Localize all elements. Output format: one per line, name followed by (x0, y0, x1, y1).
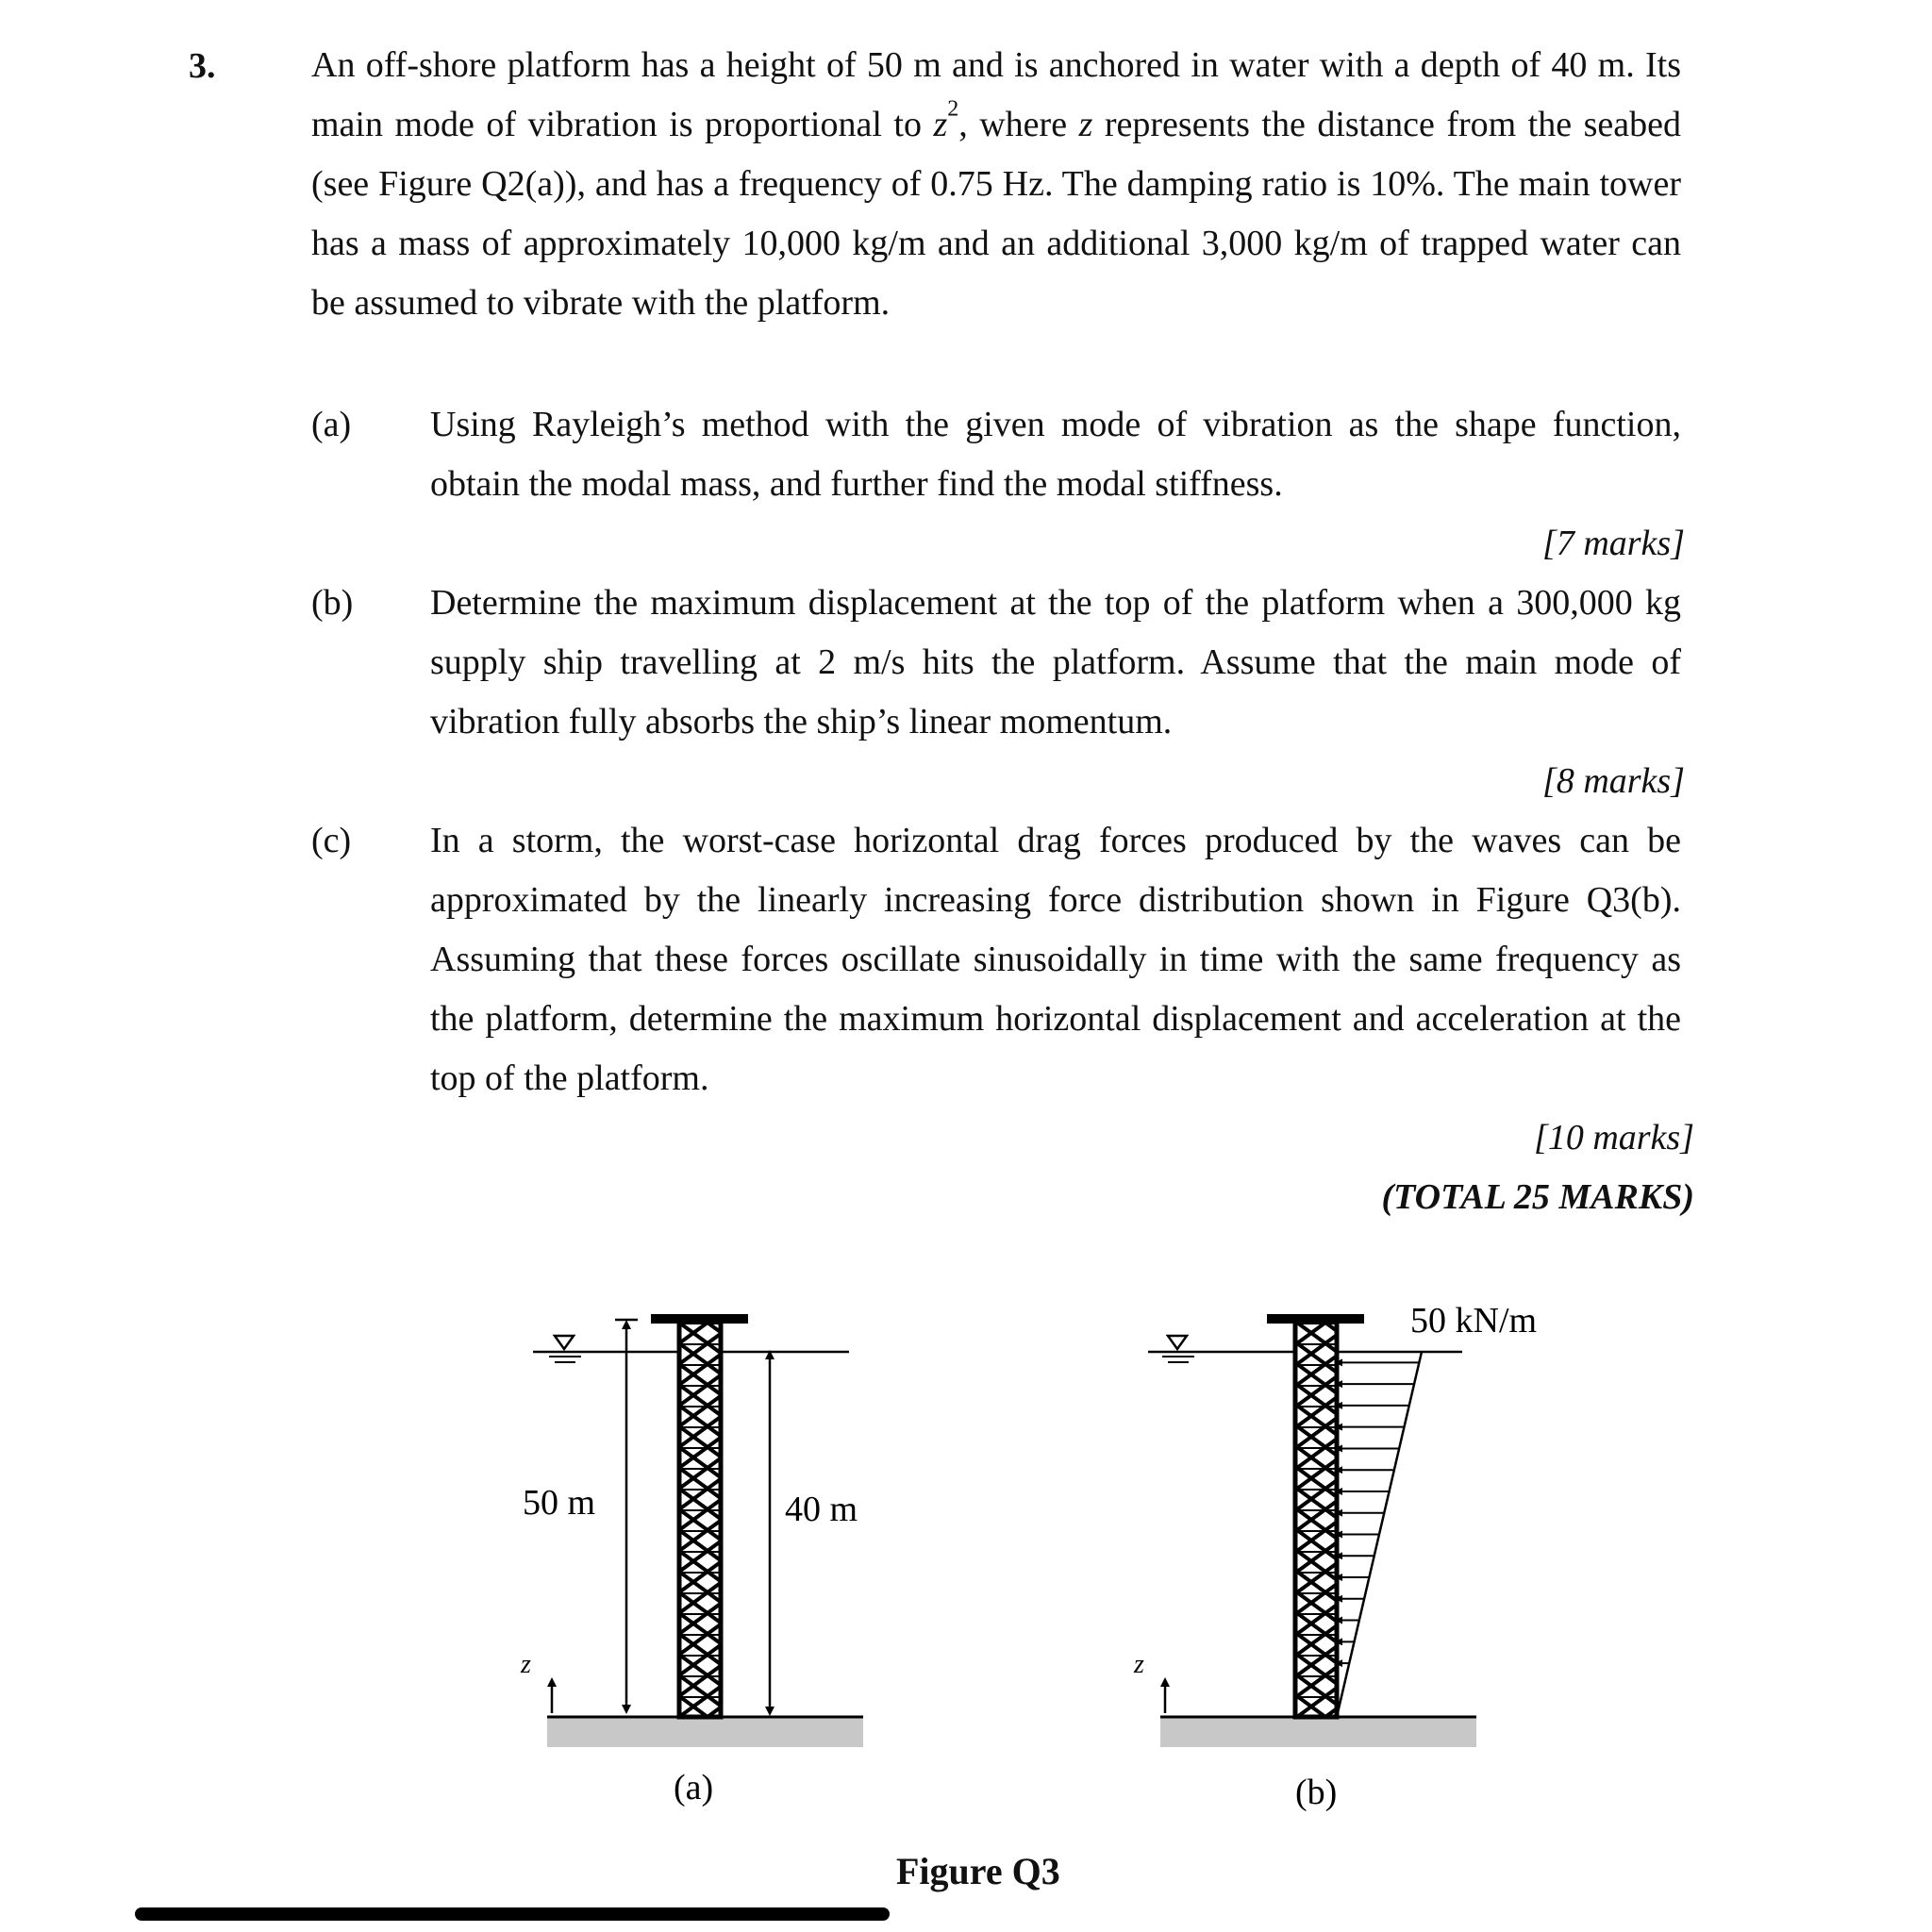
part-b-marks: [8 marks] (1542, 761, 1685, 801)
footer-bar (135, 1907, 890, 1921)
figure-title: Figure Q3 (896, 1850, 1060, 1892)
part-c-text: In a storm, the worst-case horizontal drag forces produced by the waves can be approximated by the linearly increasing force distribution shown in Figure Q3(b). Assuming that these forces oscillate sinusoidally in time with the same frequency as the platform, determine the maximum horizontal displacement and acceleration at the top of the platform. (430, 821, 1681, 1098)
load-label-b: 50 kN/m (1410, 1302, 1538, 1341)
z-symbol: z (933, 105, 948, 144)
intro-text-1: An off-shore platform has a height of 50 m and is anchored in water with a depth of 40 m. Its main mode of vibration is proportional to (311, 45, 1681, 144)
caption-b: (b) (1295, 1773, 1338, 1811)
part-a-marks: [7 marks] (1542, 524, 1685, 563)
intro-text-3: represents the distance from the seabed (see Figure Q2(a)), and has a frequency of 0.75 Hz. The damping ratio is 10%. The main tower has a mass of approximately 10,000 kg/m and an additional 3,000 kg/m of trapped water can be assumed to vibrate with the platform. (311, 105, 1681, 323)
seabed-a (547, 1717, 863, 1747)
figure-b (1127, 1302, 1580, 1811)
z-axis-label-b: z (1134, 1650, 1144, 1679)
part-b-label: (b) (311, 583, 354, 623)
z-symbol-2: z (1078, 105, 1093, 144)
z-axis-label-a: z (521, 1650, 531, 1679)
part-c-marks: [10 marks] (1534, 1118, 1694, 1158)
intro-text-2: , where (958, 105, 1079, 144)
water-level-symbol-a (549, 1336, 581, 1362)
part-a-text: Using Rayleigh’s method with the given mode of vibration as the shape function, obtain the modal mass, and further find the modal stiffness. (430, 405, 1681, 504)
question-intro (311, 36, 1681, 333)
load-arrows (1339, 1362, 1419, 1663)
water-level-symbol-b (1162, 1336, 1194, 1362)
tower-a (679, 1321, 721, 1717)
figure-a (509, 1302, 887, 1811)
part-b-text: Determine the maximum displacement at the top of the platform when a 300,000 kg supply ship travelling at 2 m/s hits the platform. Assume that the main mode of vibration fully absorbs the ship’s linear momentum. (430, 583, 1681, 741)
part-c-label: (c) (311, 821, 352, 860)
caption-a: (a) (674, 1768, 714, 1807)
question-number: 3. (189, 46, 216, 86)
total-marks: (TOTAL 25 MARKS) (1381, 1177, 1694, 1217)
height-label-a: 50 m (523, 1483, 596, 1523)
part-a-label: (a) (311, 405, 352, 444)
z-exponent: 2 (947, 96, 959, 122)
tower-b (1295, 1321, 1337, 1717)
seabed-b (1160, 1717, 1476, 1747)
depth-label-a: 40 m (785, 1490, 858, 1529)
